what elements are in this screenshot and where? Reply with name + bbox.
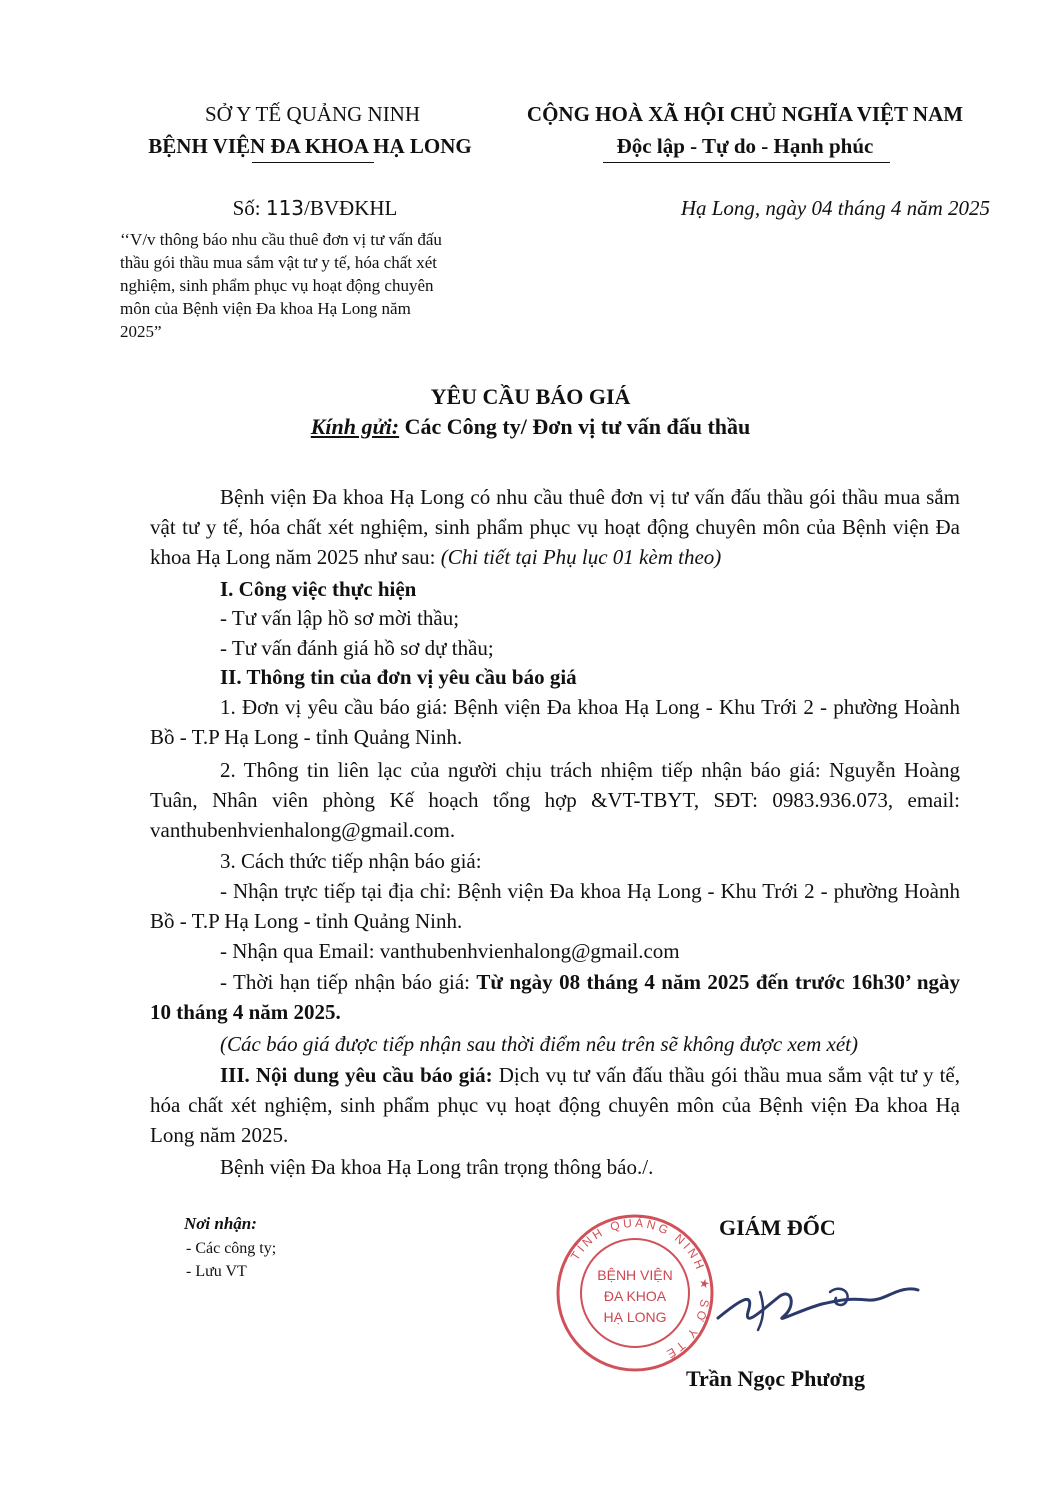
subject-line: nghiệm, sinh phẩm phục vụ hoạt động chuyên bbox=[120, 276, 434, 295]
doc-no-number: 113 bbox=[265, 196, 305, 220]
signer-name: Trần Ngọc Phương bbox=[686, 1366, 865, 1391]
section-2-paragraph: - Nhận trực tiếp tại địa chỉ: Bệnh viện Đa khoa Hạ Long - Khu Trới 2 - phường Hoành Bồ - T.P Hạ Long - tỉnh Quảng Ninh. bbox=[150, 879, 960, 933]
doc-no-prefix: Số: bbox=[232, 196, 261, 220]
signature-scribble bbox=[700, 1270, 920, 1340]
intro-note: (Chi tiết tại Phụ lục 01 kèm theo) bbox=[440, 545, 722, 569]
section-3-text: Dịch vụ tư vấn đấu thầu gói thầu mua sắm vật tư y tế, hóa chất xét nghiệm, sinh phẩm phục vụ hoạt động chuyên môn của Bệnh viện Đa khoa Hạ Long năm 2025. bbox=[150, 1063, 960, 1147]
stamp-ring-text: TỈNH QUẢNG NINH ★ SỞ Y TẾ bbox=[567, 1215, 713, 1363]
doc-no-suffix: /BVĐKHL bbox=[304, 196, 398, 220]
org-name-underline bbox=[252, 162, 374, 163]
stamp-line: BỆNH VIỆN bbox=[597, 1267, 673, 1283]
org-parent-name: SỞ Y TẾ QUẢNG NINH bbox=[204, 102, 421, 126]
recipient-item: - Lưu VT bbox=[186, 1263, 247, 1280]
section-2-title: II. Thông tin của đơn vị yêu cầu báo giá bbox=[220, 665, 577, 689]
subject-line: 2025” bbox=[120, 322, 162, 341]
national-motto: Độc lập - Tự do - Hạnh phúc bbox=[616, 134, 874, 158]
issue-date: Hạ Long, ngày 04 tháng 4 năm 2025 bbox=[680, 196, 990, 220]
deadline-paragraph bbox=[150, 967, 960, 1027]
document-number bbox=[130, 196, 500, 221]
section-1-title: I. Công việc thực hiện bbox=[220, 577, 417, 601]
subject-line: ‘‘V/v thông báo nhu cầu thuê đơn vị tư vấn đấu bbox=[120, 230, 442, 249]
country-name: CỘNG HOÀ XÃ HỘI CHỦ NGHĨA VIỆT NAM bbox=[526, 102, 964, 126]
addressee bbox=[0, 414, 1061, 440]
official-stamp bbox=[555, 1212, 715, 1374]
subject-line: thầu gói thầu mua sắm vật tư y tế, hóa chất xét bbox=[120, 253, 438, 272]
section-2-paragraph: 3. Cách thức tiếp nhận báo giá: bbox=[220, 849, 482, 873]
section-3-label: III. Nội dung yêu cầu báo giá: bbox=[220, 1063, 493, 1087]
closing-line: Bệnh viện Đa khoa Hạ Long trân trọng thông báo./. bbox=[220, 1155, 654, 1179]
stamp-line: ĐA KHOA bbox=[603, 1288, 667, 1304]
addressee-label: Kính gửi: bbox=[310, 414, 400, 439]
section-3-paragraph bbox=[150, 1060, 960, 1150]
deadline-label: - Thời hạn tiếp nhận báo giá: bbox=[220, 970, 477, 994]
director-title: GIÁM ĐỐC bbox=[719, 1215, 836, 1240]
intro-text: Bệnh viện Đa khoa Hạ Long có nhu cầu thuê đơn vị tư vấn đấu thầu gói thầu mua sắm vật tư y tế, hóa chất xét nghiệm, sinh phẩm phục vụ hoạt động chuyên môn của Bệnh viện Đa khoa Hạ Long năm 2025 như sau: bbox=[150, 485, 960, 569]
deadline-note: (Các báo giá được tiếp nhận sau thời điểm nêu trên sẽ không được xem xét) bbox=[220, 1032, 858, 1056]
section-2-paragraph: - Nhận qua Email: vanthubenhvienhalong@gmail.com bbox=[220, 939, 680, 963]
document-title: YÊU CẦU BÁO GIÁ bbox=[430, 384, 631, 409]
subject-line: môn của Bệnh viện Đa khoa Hạ Long năm bbox=[120, 299, 411, 318]
section-2-paragraph: 2. Thông tin liên lạc của người chịu trách nhiệm tiếp nhận báo giá: Nguyễn Hoàng Tuân, Nhân viên phòng Kế hoạch tổng hợp &VT-TBYT, SĐT: 0983.936.073, email: vanthubenhvienhalong@gmail.com. bbox=[150, 758, 960, 842]
section-2-paragraph: 1. Đơn vị yêu cầu báo giá: Bệnh viện Đa khoa Hạ Long - Khu Trới 2 - phường Hoành Bồ - T.P Hạ Long - tỉnh Quảng Ninh. bbox=[150, 695, 960, 749]
section-1-item: - Tư vấn lập hồ sơ mời thầu; bbox=[220, 606, 460, 630]
document-subject bbox=[120, 228, 508, 343]
section-1-item: - Tư vấn đánh giá hồ sơ dự thầu; bbox=[220, 636, 494, 660]
motto-underline bbox=[603, 162, 890, 163]
stamp-line: HẠ LONG bbox=[603, 1309, 667, 1325]
intro-paragraph bbox=[150, 482, 960, 572]
org-name: BỆNH VIỆN ĐA KHOA HẠ LONG bbox=[148, 134, 472, 158]
addressee-value: Các Công ty/ Đơn vị tư vấn đấu thầu bbox=[399, 414, 751, 439]
recipients-label: Nơi nhận: bbox=[184, 1214, 257, 1233]
deadline-value: Từ ngày 08 tháng 4 năm 2025 đến trước 16h30’ ngày 10 tháng 4 năm 2025. bbox=[150, 970, 960, 1024]
recipient-item: - Các công ty; bbox=[186, 1240, 277, 1257]
